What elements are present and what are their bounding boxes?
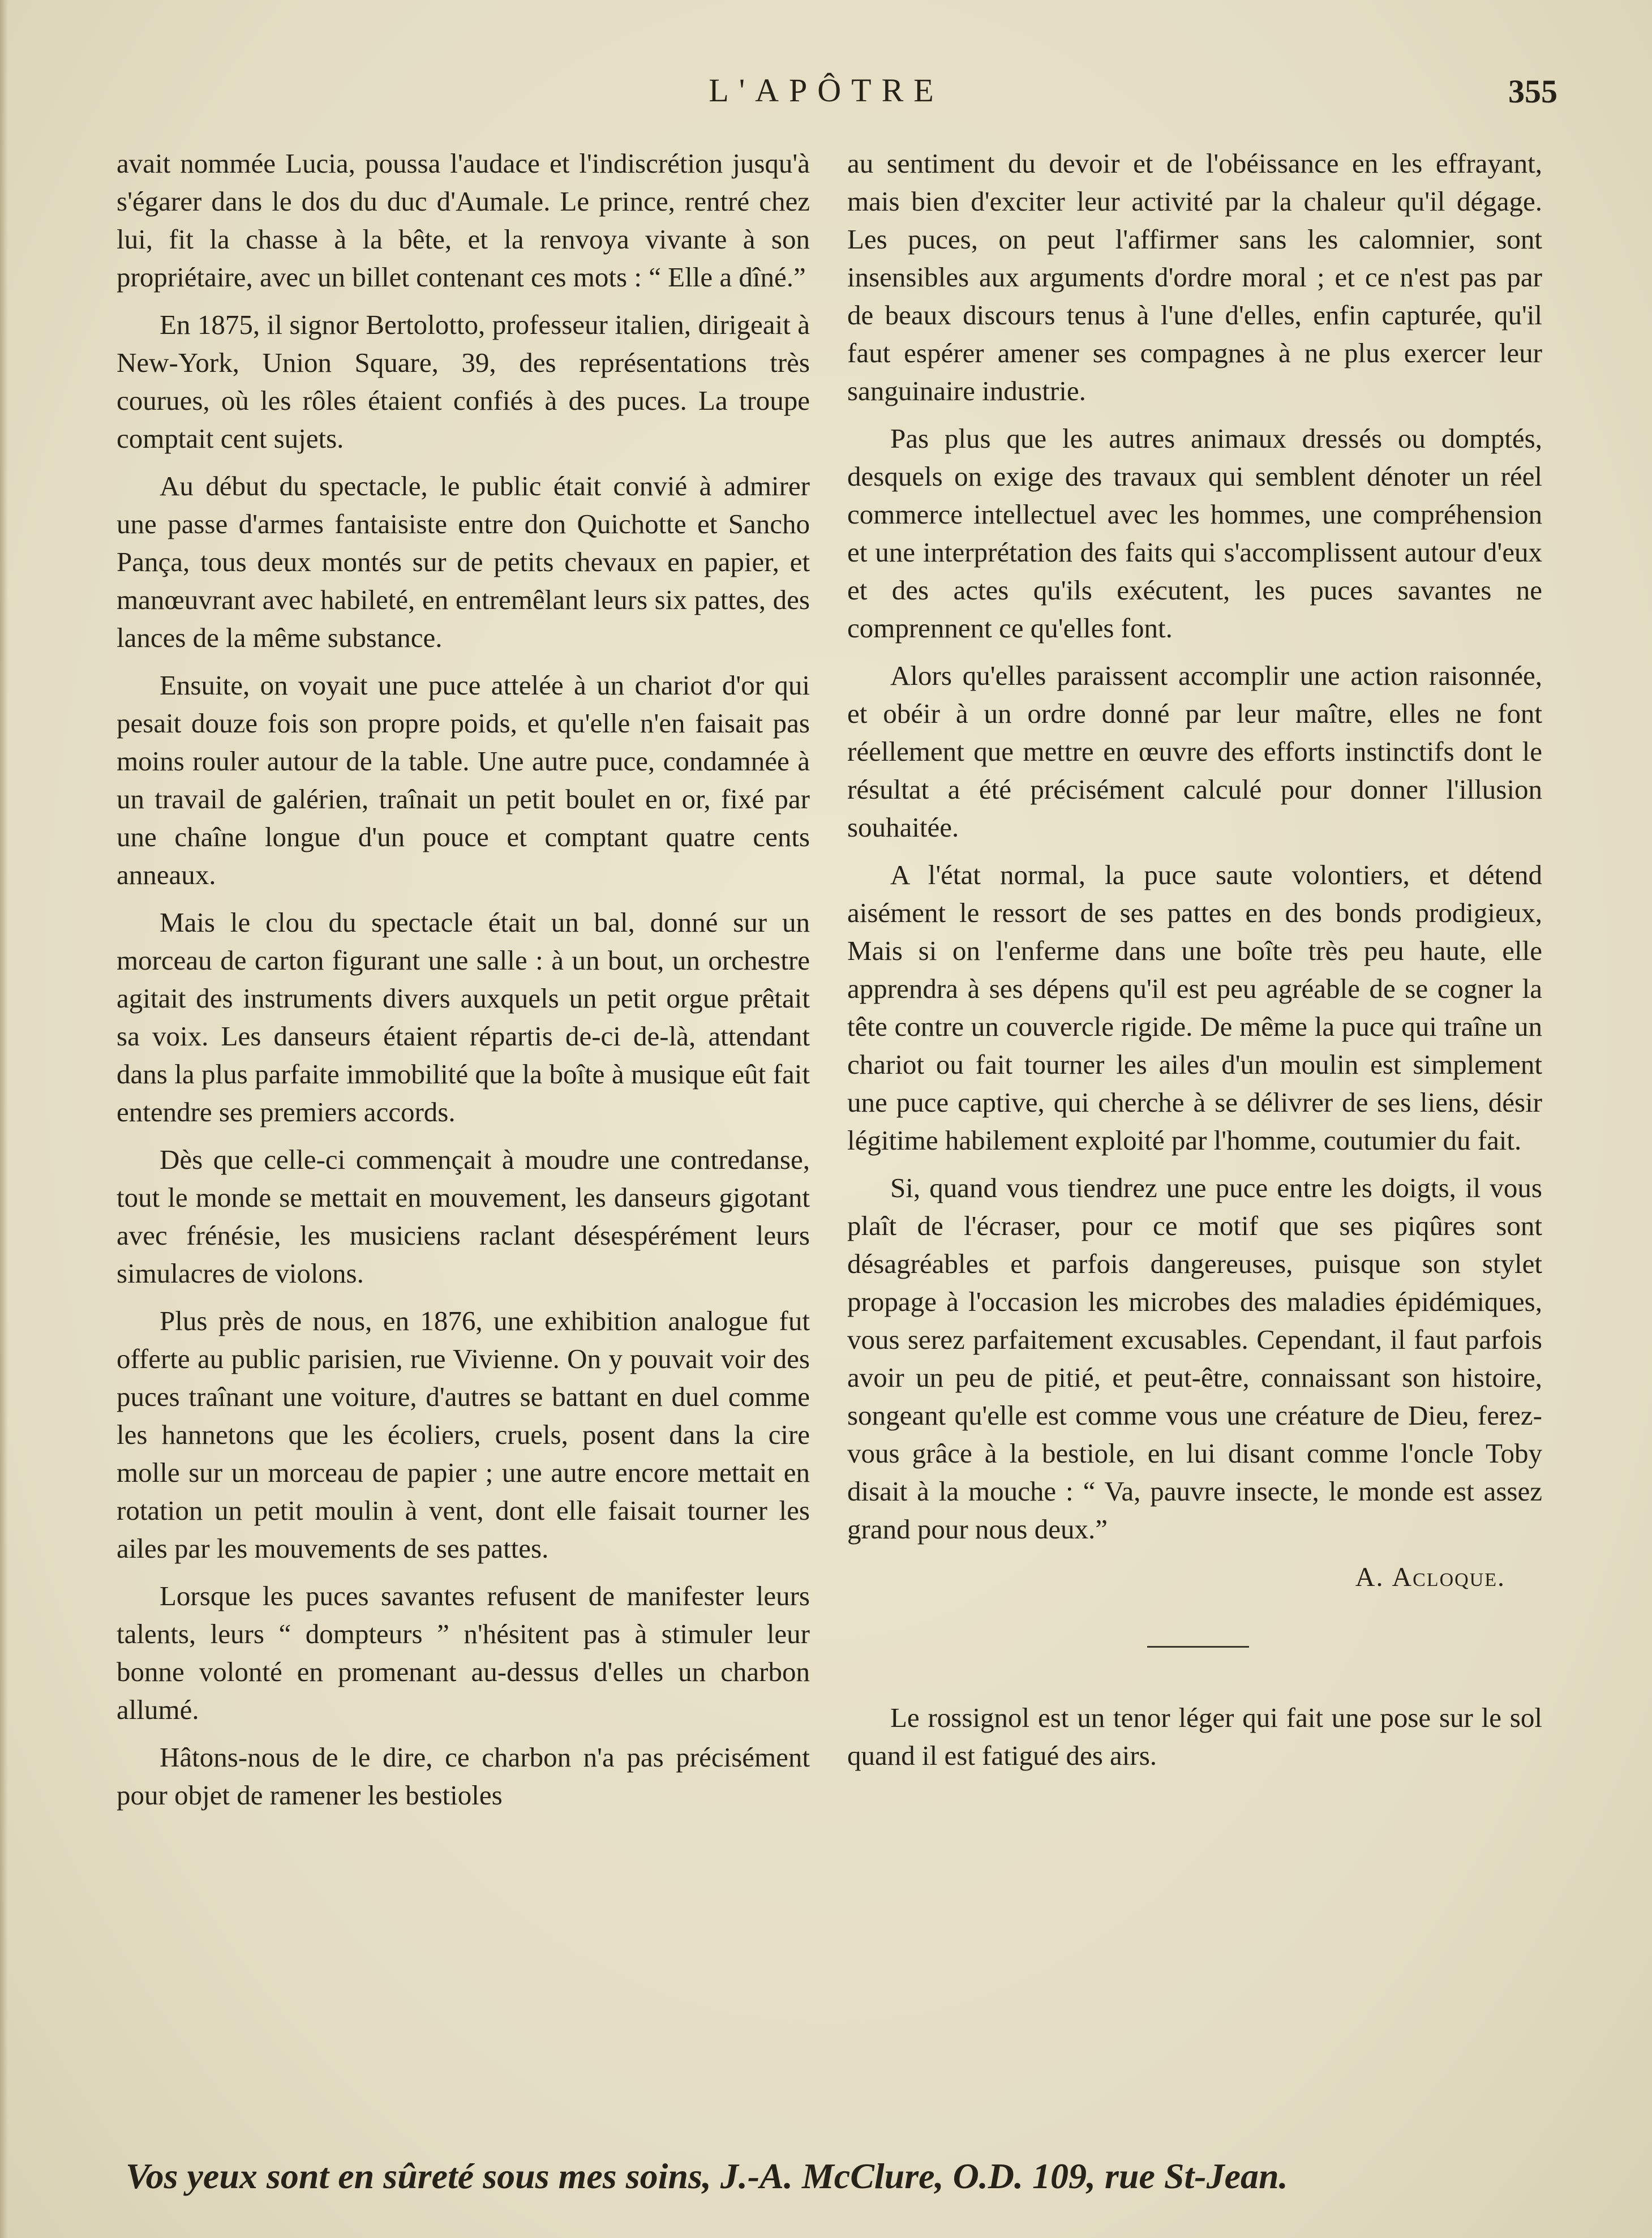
page-number: 355	[1508, 73, 1557, 110]
right-column	[847, 144, 1542, 1784]
author-signature	[847, 1558, 1542, 1597]
signature-initial: A.	[1355, 1562, 1384, 1592]
paragraph: avait nommée Lucia, poussa l'audace et l'indiscrétion jusqu'à s'égarer dans le dos du duc d'Aumale. Le prince, rentré chez lui, fit la chasse à la bête, et la renvoya vivante à son propriétaire, avec un billet contenant ces mots : “ Elle a dîné.”	[117, 148, 810, 293]
signature-name: Acloque.	[1392, 1562, 1505, 1592]
paragraph: Mais le clou du spectacle était un bal, donné sur un morceau de carton figurant une salle : à un bout, un orchestre agitait des instruments divers auxquels un petit orgue prêtait sa voix. Les danseurs étaient répartis de-ci de-là, attendant dans la plus parfaite immobilité que la boîte à musique eût fait entendre ses premiers accords.	[117, 907, 810, 1127]
running-title: L'APÔTRE	[709, 72, 944, 109]
paragraph: Au début du spectacle, le public était convié à admirer une passe d'armes fantaisiste entre don Quichotte et Sancho Pança, tous deux montés sur de petits chevaux en papier, et manœuvrant avec habileté, en entremêlant leurs six pattes, des lances de la même substance.	[117, 470, 810, 653]
section-divider	[1147, 1646, 1249, 1648]
paragraph: Dès que celle-ci commençait à moudre une contredanse, tout le monde se mettait en mouvement, les danseurs gigotant avec frénésie, les musiciens raclant désespérément leurs simulacres de violons.	[117, 1144, 810, 1289]
paragraph: En 1875, il signor Bertolotto, professeur italien, dirigeait à New-York, Union Square, 39, des représentations très courues, où les rôles étaient confiés à des puces. La troupe comptait cent sujets.	[117, 309, 810, 454]
paragraph: Si, quand vous tiendrez une puce entre les doigts, il vous plaît de l'écraser, pour ce motif que ses piqûres sont désagréables et parfois dangereuses, puisque son stylet propage à l'occasion les microbes des maladies épidémiques, vous serez parfaitement excusables. Cependant, il faut parfois avoir un peu de pitié, et peut-être, connaissant son histoire, songeant qu'elle est comme vous une créature de Dieu, ferez-vous grâce à la bestiole, en lui disant comme l'oncle Toby disait à la mouche : “ Va, pauvre insecte, le monde est assez grand pour nous deux.”	[847, 1172, 1542, 1545]
page-left-edge-shadow	[0, 0, 8, 2238]
paragraph: Plus près de nous, en 1876, une exhibition analogue fut offerte au public parisien, rue Vivienne. On y pouvait voir des puces traînant une voiture, d'autres se battant en duel comme les hannetons que les écoliers, cruels, posent dans la cire molle sur un morceau de papier ; une autre encore mettait en rotation un petit moulin à vent, dont elle faisait tourner les ailes par les mouvements de ses pattes.	[117, 1305, 810, 1564]
paragraph: au sentiment du devoir et de l'obéissance en les effrayant, mais bien d'exciter leur activité par la chaleur qu'il dégage. Les puces, on peut l'affirmer sans les calomnier, sont insensibles aux arguments d'ordre moral ; et ce n'est pas par de beaux discours tenus à l'une d'elles, enfin capturée, qu'il faut espérer amener ses compagnes à ne plus exercer leur sanguinaire industrie.	[847, 148, 1542, 406]
paragraph: A l'état normal, la puce saute volontiers, et détend aisément le ressort de ses pattes en des bonds prodigieux, Mais si on l'enferme dans une boîte très peu haute, elle apprendra à ses dépens qu'il est peu agréable de se cogner la tête contre un couvercle rigide. De même la puce qui traîne un chariot ou fait tourner les ailes d'un moulin est simplement une puce captive, qui cherche à se délivrer de ses liens, désir légitime habilement exploité par l'homme, coutumier du fait.	[847, 859, 1542, 1156]
paragraph: Lorsque les puces savantes refusent de manifester leurs talents, leurs “ dompteurs ” n'hésitent pas à stimuler leur bonne volonté en promenant au-dessus d'elles un charbon allumé.	[117, 1580, 810, 1725]
paragraph: Alors qu'elles paraissent accomplir une action raisonnée, et obéir à un ordre donné par leur maître, elles ne font réellement que mettre en œuvre des efforts instinctifs dont le résultat a été précisément calculé pour donner l'illusion souhaitée.	[847, 660, 1542, 843]
filler-note: Le rossignol est un tenor léger qui fait une pose sur le sol quand il est fatigué des airs.	[847, 1702, 1542, 1771]
footer-advertisement: Vos yeux sont en sûreté sous mes soins, J.-A. McClure, O.D. 109, rue St-Jean.	[126, 2156, 1288, 2196]
left-column	[117, 144, 810, 1824]
paragraph: Hâtons-nous de le dire, ce charbon n'a pas précisément pour objet de ramener les bestioles	[117, 1742, 810, 1811]
paragraph: Ensuite, on voyait une puce attelée à un chariot d'or qui pesait douze fois son propre poids, et qu'elle n'en faisait pas moins rouler autour de la table. Une autre puce, condamnée à un travail de galérien, traînait un petit boulet en or, fixé par une chaîne longue d'un pouce et comptant quatre cents anneaux.	[117, 670, 810, 890]
paragraph: Pas plus que les autres animaux dressés ou domptés, desquels on exige des travaux qui semblent dénoter un réel commerce intellectuel avec les hommes, une compréhension et une interprétation des faits qui s'accomplissent autour d'eux et des actes qu'ils exécutent, les puces savantes ne comprennent ce qu'elles font.	[847, 423, 1542, 644]
